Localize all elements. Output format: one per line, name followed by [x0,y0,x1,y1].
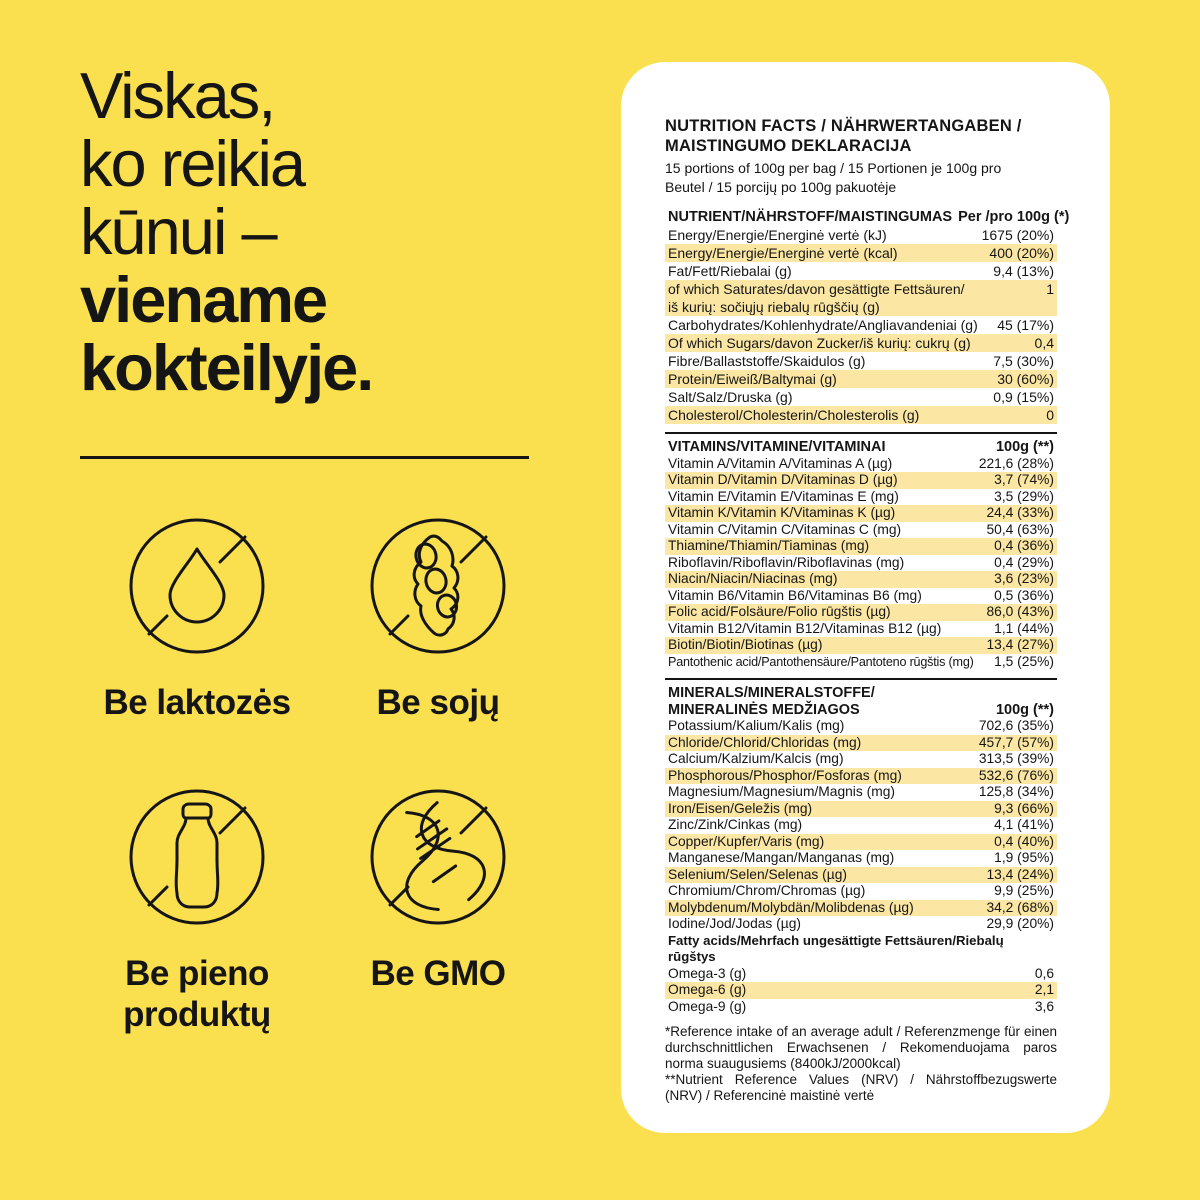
row-value: 457,7 (57%) [978,734,1054,750]
no-dairy-icon [127,787,267,927]
row-value: 0 [1046,407,1054,423]
row-label: Potassium/Kalium/Kalis (mg) [668,718,845,733]
section-header [665,439,1057,456]
row-label: Salt/Salz/Druska (g) [668,389,793,405]
no-gmo-icon [368,787,508,927]
row-value: 400 (20%) [989,245,1054,261]
row-value: 13,4 (27%) [986,637,1054,652]
row-label: Omega-6 (g) [668,982,747,997]
row-label: of which Saturates/davon gesättigte Fettsäuren/ iš kurių: sočiųjų riebalų rūgščių (g) [668,281,965,315]
table-row [665,817,1057,834]
row-value: 29,9 (20%) [986,916,1054,931]
row-label: Omega-9 (g) [668,998,747,1014]
row-value: 9,3 (66%) [994,800,1054,816]
row-value: 125,8 (34%) [978,784,1054,799]
row-value: 13,4 (24%) [986,866,1054,882]
row-label: Carbohydrates/Kohlenhydrate/Angliavandeniai (g) [668,317,978,333]
table-row [665,784,1057,801]
row-label: Vitamin B12/Vitamin B12/Vitaminas B12 (µg) [668,620,942,636]
row-value: 50,4 (63%) [986,521,1054,537]
badge-label: Be GMO [370,954,506,993]
badge-no-lactose [77,516,317,723]
row-value: 532,6 (76%) [978,767,1054,783]
row-label: Selenium/Selen/Selenas (µg) [668,866,847,882]
row-value: 1675 (20%) [981,227,1054,243]
table-row [665,751,1057,768]
serving-line: Beutel / 15 porcijų po 100g pakuotėje [665,178,897,195]
serving-line: 15 portions of 100g per bag / 15 Portionen je 100g pro [665,160,1002,176]
headline-line: Viskas, [80,59,275,132]
row-value: 0,4 [1034,335,1054,351]
row-value: 3,5 (29%) [994,488,1054,504]
row-value: 0,4 (29%) [994,554,1054,570]
section-nutrients [665,208,1070,424]
badge-no-gmo [318,787,558,994]
table-row [665,621,1057,638]
table-row [665,801,1057,818]
badge-no-dairy [77,787,317,1035]
headline-line: ko reikia [80,127,305,200]
nutrition-title-line: MAISTINGUMO DEKLARACIJA [665,136,912,155]
row-label: Chromium/Chrom/Chromas (µg) [668,883,866,898]
section-divider [665,432,1057,434]
row-value: 1 [1046,281,1054,297]
row-label: Phosphorous/Phosphor/Fosforas (mg) [668,767,902,783]
table-row [665,352,1057,370]
row-label: Vitamin B6/Vitamin B6/Vitaminas B6 (mg) [668,587,922,603]
table-row [665,867,1057,884]
row-value: 0,5 (36%) [994,587,1054,603]
table-row [665,226,1057,244]
table-row [665,966,1057,983]
row-label: Vitamin A/Vitamin A/Vitaminas A (µg) [668,455,893,471]
table-row [665,588,1057,605]
table-row [665,555,1057,572]
table-row [665,262,1057,280]
footnotes [665,1024,1057,1104]
row-value: 0,4 (36%) [994,538,1054,553]
row-label: Omega-3 (g) [668,965,747,981]
row-value: 30 (60%) [997,371,1054,387]
row-value: 9,4 (13%) [993,263,1054,279]
table-row [665,850,1057,867]
table-row [665,982,1057,999]
row-label: Riboflavin/Riboflavin/Riboflavinas (mg) [668,554,905,570]
row-label: Vitamin K/Vitamin K/Vitaminas K (µg) [668,505,896,520]
serving-info [665,159,1057,196]
table-row [665,883,1057,900]
row-value: 34,2 (68%) [986,899,1054,915]
section-header-value: 100g (**) [995,701,1054,718]
row-value: 0,9 (15%) [993,389,1054,405]
row-value: 4,1 (41%) [994,817,1054,832]
row-value: 3,7 (74%) [994,472,1054,487]
row-value: 221,6 (28%) [978,455,1054,471]
row-value: 3,6 (23%) [994,571,1054,586]
row-label: Copper/Kupfer/Varis (mg) [668,833,825,849]
row-label: Magnesium/Magnesium/Magnis (mg) [668,784,895,799]
nutrition-tables [665,208,1070,1015]
table-row [665,370,1057,388]
badge-label: Be laktozės [103,683,291,722]
row-label: Fatty acids/Mehrfach ungesättigte Fettsäuren/Riebalų rūgštys [668,932,1004,964]
table-row [665,472,1057,489]
row-value: 1,5 (25%) [994,653,1054,669]
row-value: 1,1 (44%) [994,620,1054,636]
table-row [665,933,1057,966]
table-row [665,834,1057,851]
section-header-value: 100g (**) [995,439,1054,455]
row-value: 24,4 (33%) [986,505,1054,520]
table-row [665,388,1057,406]
table-row [665,456,1057,473]
table-row [665,900,1057,917]
row-label: Vitamin D/Vitamin D/Vitaminas D (µg) [668,472,898,487]
row-label: Energy/Energie/Energinė vertė (kcal) [668,245,898,261]
table-row [665,280,1057,316]
table-row [665,489,1057,506]
table-row [665,316,1057,334]
row-label: Zinc/Zink/Cinkas (mg) [668,817,803,832]
table-row [665,538,1057,555]
badge-label: Be pieno produktų [123,954,271,1034]
row-label: Vitamin E/Vitamin E/Vitaminas E (mg) [668,488,899,504]
headline-divider [80,456,529,459]
table-row [665,654,1057,671]
row-label: Calcium/Kalzium/Kalcis (mg) [668,751,844,766]
row-label: Folic acid/Folsäure/Folio rūgštis (µg) [668,604,891,619]
row-label: Vitamin C/Vitamin C/Vitaminas C (mg) [668,521,902,537]
headline-line: viename [80,263,327,336]
table-row [665,522,1057,539]
table-row [665,768,1057,785]
badge-no-soy [318,516,558,723]
row-label: Fat/Fett/Riebalai (g) [668,263,792,279]
table-row [665,735,1057,752]
section-minerals [665,678,1057,1015]
table-row [665,571,1057,588]
row-value: 86,0 (43%) [986,604,1054,619]
section-vitamins [665,432,1057,670]
row-label: Manganese/Mangan/Manganas (mg) [668,850,895,865]
footnote: *Reference intake of an average adult / Referenzmenge für einen durchschnittlichen Erwachsenen / Rekomenduojama paros norma suaugusiems (8400kJ/2000kcal) [665,1024,1057,1071]
row-label: Pantothenic acid/Pantothensäure/Pantoteno rūgštis (mg) [668,654,974,669]
row-label: Molybdenum/Molybdän/Molibdenas (µg) [668,899,914,915]
row-value: 702,6 (35%) [978,718,1054,733]
row-label: Of which Sugars/davon Zucker/iš kurių: cukrų (g) [668,335,971,351]
row-label: Biotin/Biotin/Biotinas (µg) [668,637,823,652]
row-label: Cholesterol/Cholesterin/Cholesterolis (g) [668,407,920,423]
row-value: 0,6 [1034,965,1054,981]
row-value: 9,9 (25%) [994,883,1054,898]
row-label: Niacin/Niacin/Niacinas (mg) [668,571,838,586]
table-row [665,916,1057,933]
table-row [665,999,1057,1016]
nutrition-title-line: NUTRITION FACTS / NÄHRWERTANGABEN / [665,117,1022,135]
row-label: Thiamine/Thiamin/Tiaminas (mg) [668,538,870,553]
table-row [665,505,1057,522]
headline-line: kokteilyje. [80,331,373,404]
table-row [665,334,1057,352]
row-label: Iron/Eisen/Geležis (mg) [668,800,813,816]
footnote: **Nutrient Reference Values (NRV) / Nährstoffbezugswerte (NRV) / Referencinė maistinė vertė [665,1072,1057,1103]
row-label: Iodine/Jod/Jodas (µg) [668,916,801,931]
row-value: 0,4 (40%) [994,833,1054,849]
row-label: Chloride/Chlorid/Chloridas (mg) [668,734,862,750]
badge-label: Be sojų [376,683,500,722]
row-value: 1,9 (95%) [994,850,1054,865]
row-value: 313,5 (39%) [978,751,1054,766]
section-header-label: NUTRIENT/NÄHRSTOFF/MAISTINGUMAS [668,209,953,225]
row-value: 3,6 [1034,998,1054,1014]
no-lactose-icon [127,516,267,656]
section-header [665,208,1070,226]
row-value: 2,1 [1034,982,1054,997]
table-row [665,718,1057,735]
section-header-label: MINERALS/MINERALSTOFFE/ MINERALINĖS MEDŽIAGOS [668,685,875,718]
section-divider [665,678,1057,680]
row-value: 45 (17%) [997,317,1054,333]
headline-line: kūnui – [80,195,276,268]
row-label: Energy/Energie/Energinė vertė (kJ) [668,227,887,243]
row-value: 7,5 (30%) [993,353,1054,369]
headline [80,59,373,404]
table-row [665,637,1057,654]
table-row [665,406,1057,424]
section-header-label: VITAMINS/VITAMINE/VITAMINAI [668,439,886,455]
row-label: Protein/Eiweiß/Baltymai (g) [668,371,837,387]
section-header [665,685,1057,718]
table-row [665,604,1057,621]
no-soy-icon [368,516,508,656]
row-label: Fibre/Ballaststoffe/Skaidulos (g) [668,353,866,369]
nutrition-card [621,62,1110,1133]
section-header-value: Per /pro 100g (*) [958,209,1070,225]
table-row [665,244,1057,262]
nutrition-title [665,117,1057,156]
